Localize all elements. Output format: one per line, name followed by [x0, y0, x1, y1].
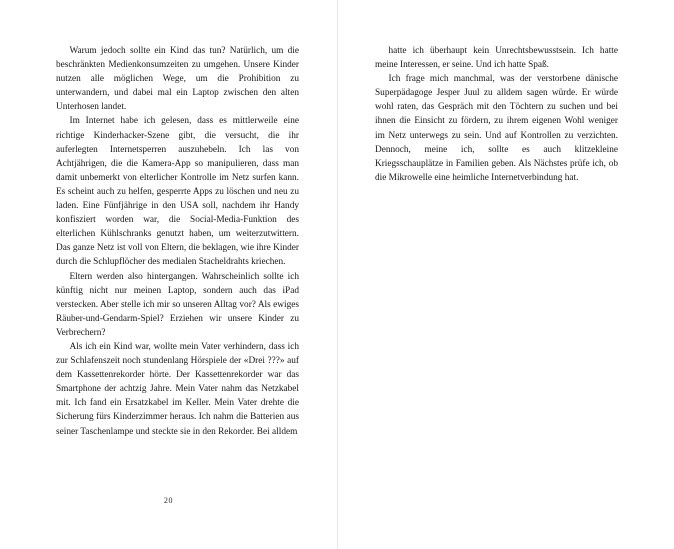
- paragraph: Warum jedoch sollte ein Kind das tun? Natürlich, um die beschränkten Medienkonsumzeiten zu umgehen. Unsere Kinder nutzen alle möglichen Wege, um die Prohibition zu unterwandern, und dabei mal ein Laptop zwischen den alten Unterhosen landet.: [56, 46, 299, 113]
- right-page: [337, 0, 674, 549]
- paragraph: Als ich ein Kind war, wollte mein Vater verhindern, dass ich zur Schlafenszeit noch stundenlang Hörspiele der «Drei ???» auf dem Kassettenrekorder hörte. Der Kassettenrekorder war das Smartphone der achtzig Jahre. Mein Vater nahm das Netzkabel mit. Ich fand ein Ersatzkabel im Keller. Mein Vater drehte die Sicherung fürs Kinderzimmer heraus. Ich nahm die Batterien aus seiner Taschenlampe und steckte sie in den Rekorder. Bei alldem: [56, 341, 299, 437]
- paragraph: Eltern werden also hintergangen. Wahrscheinlich sollte ich künftig nicht nur meinen Laptop, sondern auch das iPad verstecken. Aber stelle ich mir so unseren Alltag vor? Als ewiges Räuber-und-Gendarm-Spiel? Erziehen wir unsere Kinder zu Verbrechern?: [56, 271, 299, 338]
- page-number: 20: [163, 496, 174, 505]
- paragraph: hatte ich überhaupt kein Unrechtsbewusstsein. Ich hatte meine Interessen, er seine. Und ich hatte Spaß.: [375, 46, 618, 71]
- paragraph: Ich frage mich manchmal, was der verstorbene dänische Superpädagoge Jesper Juul zu alldem sagen würde. Er würde wohl raten, das Gespräch mit den Töchtern zu suchen und bei ihnen die Einsicht zu fördern, zu ihrem eigenen Wohl weniger im Netz unterwegs zu sein. Und auf Kontrollen zu verzichten. Dennoch, meine ich, sollte es auch klitzekleine Kriegsschauplätze in Familien geben. Als Nächstes prüfe ich, ob die Mikrowelle eine heimliche Internetverbindung hat.: [375, 74, 618, 183]
- paragraph: Im Internet habe ich gelesen, dass es mittlerweile eine richtige Kinderhacker-Szene gibt, die versucht, die ihr auferlegten Internetsperren auszuhebeln. Ich las von Achtjährigen, die die Kamera-App so manipulieren, dass man damit unbemerkt von elterlicher Kontrolle im Netz surfen kann. Es scheint auch zu helfen, gesperrte Apps zu löschen und neu zu laden. Eine Fünfjährige in den USA soll, nachdem ihr Handy konfisziert worden war, die Social-Media-Funktion des elterlichen Kühlschranks genutzt haben, um weiterzutwittern. Das ganze Netz ist voll von Eltern, die beklagen, wie ihre Kinder durch die Schlupflöcher des medialen Stacheldrahts kriechen.: [56, 116, 299, 268]
- right-page-text: [375, 44, 618, 185]
- left-page-text: [56, 44, 299, 439]
